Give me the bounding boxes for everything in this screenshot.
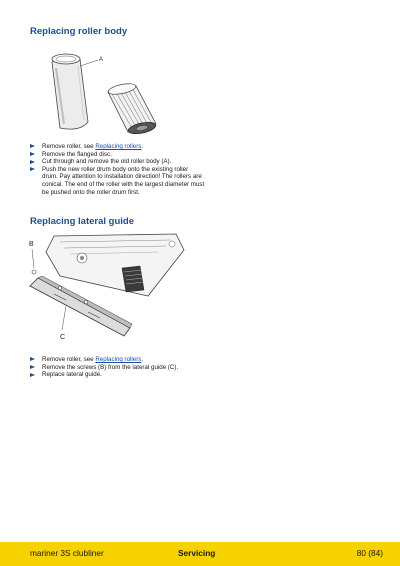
bullet-arrow-icon (30, 373, 35, 377)
list-item (30, 371, 205, 379)
replacing-rollers-link[interactable]: Replacing rollers (95, 356, 142, 363)
replacing-rollers-link[interactable]: Replacing rollers (95, 143, 142, 150)
footer-product-name: mariner 3S clubliner (30, 548, 104, 558)
label-b-leader (32, 249, 34, 268)
step-text: . (141, 143, 144, 150)
page-footer (0, 542, 400, 566)
list-item (30, 364, 205, 372)
step-text: Push the new roller drum body onto the existing roller drum. Pay attention to installation direction! The rollers are conical. The end of the roller with the largest diameter must be pushed onto the roller drum first. (42, 165, 205, 196)
bullet-arrow-icon (30, 365, 35, 369)
roller-body-steps (30, 143, 205, 196)
list-item (30, 143, 205, 151)
list-item (30, 166, 205, 196)
list-item (30, 151, 205, 159)
step-text: Remove the flanged disc. (42, 150, 112, 158)
label-a: A (99, 57, 104, 63)
section-heading-lateral-guide: Replacing lateral guide (30, 216, 134, 227)
footer-section-title: Servicing (178, 548, 216, 558)
section-heading-roller-body: Replacing roller body (30, 26, 128, 37)
step-text: Cut through and remove the old roller body (A). (42, 158, 172, 166)
bullet-arrow-icon (30, 152, 35, 156)
step-text: . (141, 356, 144, 363)
bullet-arrow-icon (30, 357, 35, 361)
lateral-guide-steps (30, 356, 205, 379)
step-text: Remove the screws (B) from the lateral guide (C). (42, 363, 179, 371)
step-text: Replace lateral guide. (42, 371, 102, 379)
machine-housing-drawing (46, 234, 184, 296)
bullet-arrow-icon (30, 160, 35, 164)
footer-page-number: 80 (84) (356, 548, 383, 558)
step-text: Remove roller, see (42, 356, 96, 363)
label-b: B (29, 241, 34, 248)
lateral-guide-illustration (26, 232, 206, 348)
label-a-leader (80, 60, 98, 66)
list-item (30, 158, 205, 166)
bullet-arrow-icon (30, 167, 35, 171)
bullet-arrow-icon (30, 144, 35, 148)
label-c: C (60, 334, 66, 341)
list-item (30, 356, 205, 364)
step-text: Remove roller, see (42, 143, 96, 150)
roller-drum-drawing (107, 82, 156, 136)
roller-body-illustration (28, 40, 208, 140)
label-c-leader (62, 306, 66, 330)
